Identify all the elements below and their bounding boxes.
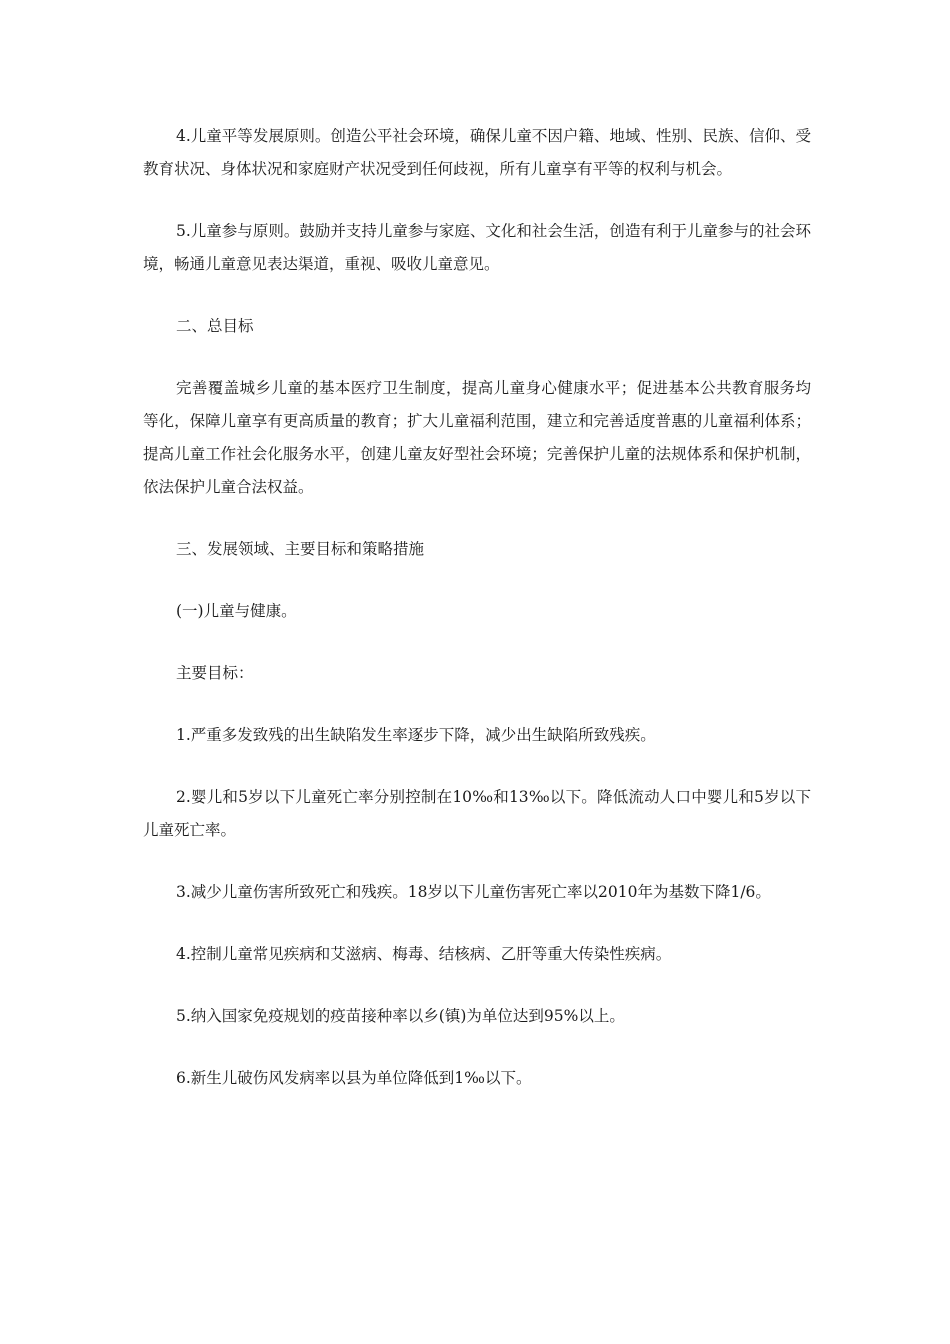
section-heading-overall-goal: 二、总目标	[176, 317, 254, 335]
goal-item-5: 5.纳入国家免疫规划的疫苗接种率以乡(镇)为单位达到95%以上。	[176, 1007, 625, 1025]
section-heading-development-areas: 三、发展领域、主要目标和策略措施	[176, 540, 425, 558]
label-main-goals: 主要目标：	[176, 664, 254, 682]
goal-item-6: 6.新生儿破伤风发病率以县为单位降低到1‰以下。	[176, 1069, 532, 1087]
goal-item-1: 1.严重多发致残的出生缺陷发生率逐步下降，减少出生缺陷所致残疾。	[176, 726, 656, 744]
goal-item-2: 2.婴儿和5岁以下儿童死亡率分别控制在10‰和13‰以下。降低流动人口中婴儿和5岁以下儿童死亡率。	[143, 788, 811, 839]
goal-item-3: 3.减少儿童伤害所致死亡和残疾。18岁以下儿童伤害死亡率以2010年为基数下降1/6。	[176, 883, 771, 901]
document-body	[143, 120, 811, 1124]
subsection-heading-health: (一)儿童与健康。	[176, 602, 297, 620]
goal-item-4: 4.控制儿童常见疾病和艾滋病、梅毒、结核病、乙肝等重大传染性疾病。	[176, 945, 672, 963]
paragraph-principle-5: 5.儿童参与原则。鼓励并支持儿童参与家庭、文化和社会生活，创造有利于儿童参与的社会环境，畅通儿童意见表达渠道，重视、吸收儿童意见。	[143, 222, 811, 273]
paragraph-overall-goal: 完善覆盖城乡儿童的基本医疗卫生制度，提高儿童身心健康水平；促进基本公共教育服务均等化，保障儿童享有更高质量的教育；扩大儿童福利范围，建立和完善适度普惠的儿童福利体系；提高儿童工作社会化服务水平，创建儿童友好型社会环境；完善保护儿童的法规体系和保护机制，依法保护儿童合法权益。	[143, 379, 811, 496]
paragraph-principle-4: 4.儿童平等发展原则。创造公平社会环境，确保儿童不因户籍、地域、性别、民族、信仰、受教育状况、身体状况和家庭财产状况受到任何歧视，所有儿童享有平等的权利与机会。	[143, 127, 811, 178]
